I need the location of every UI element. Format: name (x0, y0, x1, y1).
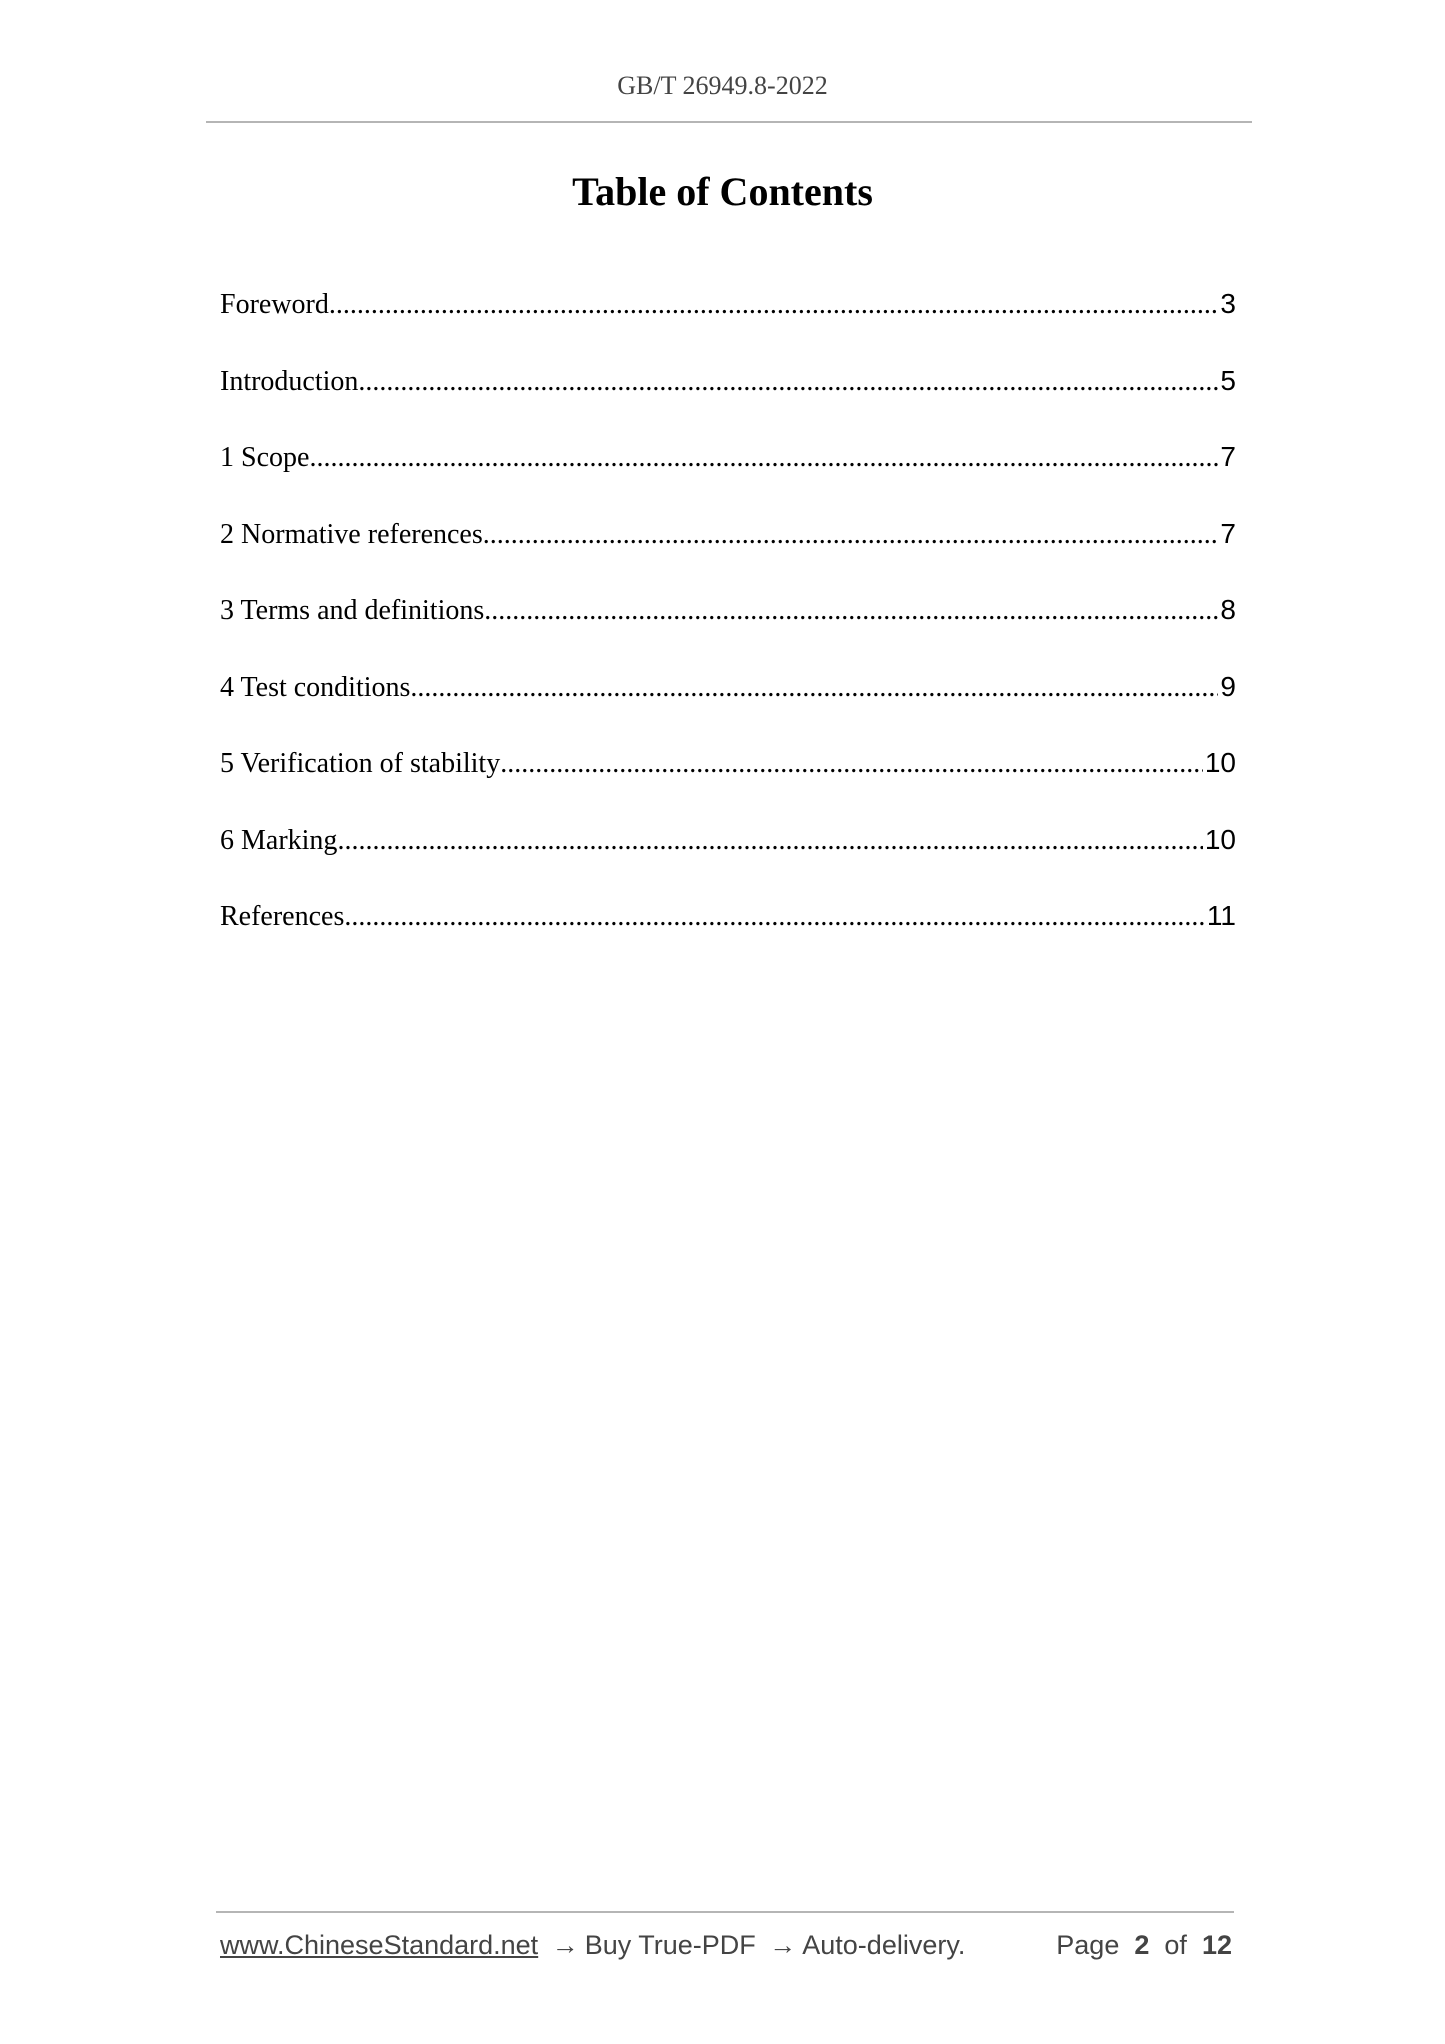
dot-leader (358, 366, 1218, 398)
toc-entry-foreword[interactable] (220, 288, 1236, 365)
dot-leader (500, 748, 1203, 780)
toc-entry-label: Introduction (220, 365, 359, 397)
page-word: Page (1056, 1930, 1120, 1960)
arrow-right-icon: → (551, 1930, 579, 1960)
toc-entry-page: 10 (1204, 823, 1236, 855)
footer-promo (220, 1930, 965, 1961)
toc-entry-introduction[interactable] (220, 365, 1236, 442)
toc-entry-page: 3 (1220, 288, 1236, 319)
toc-entry-label: 2 Normative references (220, 518, 483, 550)
footer-divider (216, 1911, 1234, 1913)
toc-entry-page: 11 (1206, 900, 1236, 931)
page-number (1056, 1930, 1232, 1961)
toc-entry-label: 4 Test conditions (220, 671, 411, 703)
document-code-header: GB/T 26949.8-2022 (617, 71, 828, 100)
toc-title: Table of Contents (572, 169, 873, 214)
dot-leader (483, 519, 1219, 551)
header-divider (206, 121, 1252, 123)
dot-leader (344, 901, 1205, 933)
toc-list (220, 288, 1236, 977)
toc-entry-normative-references[interactable] (220, 518, 1236, 595)
toc-entry-label: 6 Marking (220, 824, 338, 856)
dot-leader (337, 825, 1202, 857)
current-page: 2 (1134, 1930, 1150, 1960)
toc-entry-verification-of-stability[interactable] (220, 747, 1236, 824)
toc-entry-label: References (220, 901, 345, 932)
toc-entry-terms-and-definitions[interactable] (220, 594, 1236, 671)
toc-entry-label: Foreword (220, 289, 329, 320)
toc-entry-page: 8 (1220, 594, 1236, 625)
toc-entry-references[interactable] (220, 900, 1236, 977)
toc-entry-label: 5 Verification of stability (220, 748, 501, 779)
toc-entry-scope[interactable] (220, 441, 1236, 518)
toc-entry-test-conditions[interactable] (220, 671, 1236, 748)
dot-leader (329, 289, 1219, 321)
total-pages: 12 (1201, 1930, 1232, 1960)
delivery-text: Auto-delivery. (802, 1930, 966, 1960)
toc-entry-page: 9 (1220, 670, 1236, 702)
toc-entry-page: 7 (1220, 517, 1236, 549)
of-word: of (1164, 1930, 1187, 1960)
toc-entry-page: 7 (1220, 441, 1236, 472)
dot-leader (484, 595, 1218, 627)
arrow-right-icon: → (769, 1930, 797, 1960)
buy-text: Buy True-PDF (584, 1930, 756, 1960)
toc-entry-marking[interactable] (220, 824, 1236, 901)
toc-entry-label: 1 Scope (220, 442, 310, 473)
toc-entry-page: 10 (1204, 747, 1236, 778)
dot-leader (410, 672, 1218, 704)
toc-entry-label: 3 Terms and definitions (220, 595, 485, 626)
site-link[interactable]: www.ChineseStandard.net (220, 1930, 539, 1960)
toc-entry-page: 5 (1220, 364, 1236, 396)
page-footer (220, 1930, 1232, 1961)
dot-leader (309, 442, 1218, 474)
